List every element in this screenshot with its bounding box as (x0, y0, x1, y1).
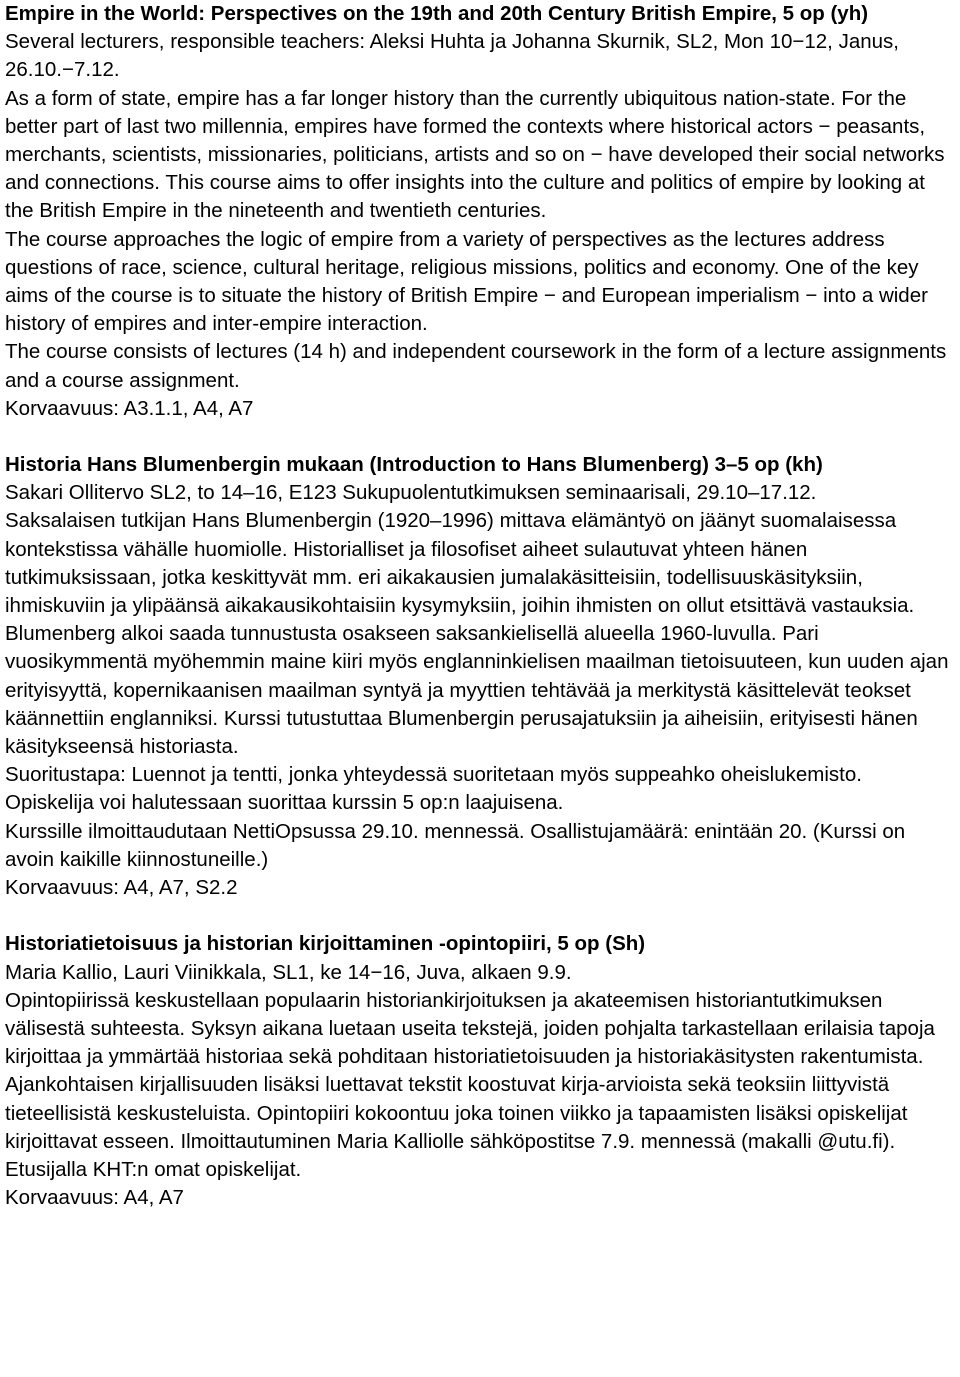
course-info: Maria Kallio, Lauri Viinikkala, SL1, ke 14−16, Juva, alkaen 9.9. (5, 960, 572, 984)
course-description: Saksalaisen tutkijan Hans Blumenbergin (1920–1996) mittava elämäntyö on jäänyt suomalaisessa kontekstissa vähälle huomiolle. Historialliset ja filosofiset aiheet sulautuvat yhteen hänen tutkimuksissaan, jotka keskittyvät mm. eri aikakausien jumalakäsitteisiin, todellisuuskäsityksiin, ihmiskuviin ja ylipäänsä aikakausikohtaisiin kysymyksiin, joihin ihmisten on ollut etsittävä vastauksia. Blumenberg alkoi saada tunnustusta osakseen saksankielisellä alueella 1960-luvulla. Pari vuosikymmentä myöhemmin maine kiiri myös englanninkielisen maailman tietoisuuteen, kun uuden ajan erityisyyttä, kopernikaanisen maailman syntyä ja myyttien tehtävää ja merkitystä käsittelevät teokset käännettiin englanniksi. Kurssi tutustuttaa Blumenbergin perusajatuksiin ja aiheisiin, erityisesti hänen käsitykseensä historiasta. (5, 509, 949, 759)
course-entry (5, 0, 955, 423)
course-equivalence: Korvaavuus: A4, A7, S2.2 (5, 876, 238, 900)
course-equivalence: Korvaavuus: A3.1.1, A4, A7 (5, 396, 254, 420)
course-description: The course approaches the logic of empire from a variety of perspectives as the lectures address questions of race, science, cultural heritage, religious missions, politics and economy. One of the key aims of the course is to situate the history of British Empire − and European imperialism − into a wider history of empires and inter-empire interaction. (5, 227, 928, 336)
course-equivalence: Korvaavuus: A4, A7 (5, 1186, 184, 1210)
course-title: Empire in the World: Perspectives on the 19th and 20th Century British Empire, 5 op (yh) (5, 2, 869, 25)
course-title: Historia Hans Blumenbergin mukaan (Introduction to Hans Blumenberg) 3–5 op (kh) (5, 453, 823, 477)
course-description: Opintopiirissä keskustellaan populaarin historiankirjoituksen ja akateemisen historiantutkimuksen välisestä suhteesta. Syksyn aikana luetaan useita tekstejä, joiden pohjalta tarkastellaan erilaisia tapoja kirjoittaa ja ymmärtää historiaa sekä pohditaan historiatietoisuuden ja historiakäsitysten rakentumista. Ajankohtaisen kirjallisuuden lisäksi luettavat tekstit koostuvat kirja-arvioista sekä teoksiin liittyvistä tieteellisistä keskusteluista. Opintopiiri kokoontuu joka toinen viikko ja tapaamisten lisäksi opiskelijat kirjoittavat esseen. Ilmoittautuminen Maria Kalliolle sähköpostitse 7.9. mennessä (makalli @utu.fi). Etusijalla KHT:n omat opiskelijat. (5, 988, 935, 1181)
course-info: Sakari Ollitervo SL2, to 14–16, E123 Sukupuolentutkimuksen seminaarisali, 29.10–17.12. (5, 481, 817, 505)
course-info: Several lecturers, responsible teachers: Aleksi Huhta ja Johanna Skurnik, SL2, Mon 10−12, Janus, 26.10.−7.12. (5, 30, 899, 82)
course-completion: Suoritustapa: Luennot ja tentti, jonka yhteydessä suoritetaan myös suppeahko oheislukemisto. Opiskelija voi halutessaan suorittaa kurssin 5 op:n laajuisena. (5, 763, 862, 815)
course-entry (5, 451, 955, 902)
course-registration: Kurssille ilmoittaudutaan NettiOpsussa 29.10. mennessä. Osallistujamäärä: enintään 20. (Kurssi on avoin kaikille kiinnostuneille.) (5, 819, 906, 871)
course-description: As a form of state, empire has a far longer history than the currently ubiquitous nation-state. For the better part of last two millennia, empires have formed the contexts where historical actors − peasants, merchants, scientists, missionaries, politicians, artists and so on − have developed their social networks and connections. This course aims to offer insights into the culture and politics of empire by looking at the British Empire in the nineteenth and twentieth centuries. (5, 86, 945, 223)
course-entry (5, 930, 955, 1212)
course-description: The course consists of lectures (14 h) and independent coursework in the form of a lecture assignments and a course assignment. (5, 340, 947, 392)
course-title: Historiatietoisuus ja historian kirjoittaminen -opintopiiri, 5 op (Sh) (5, 932, 646, 956)
